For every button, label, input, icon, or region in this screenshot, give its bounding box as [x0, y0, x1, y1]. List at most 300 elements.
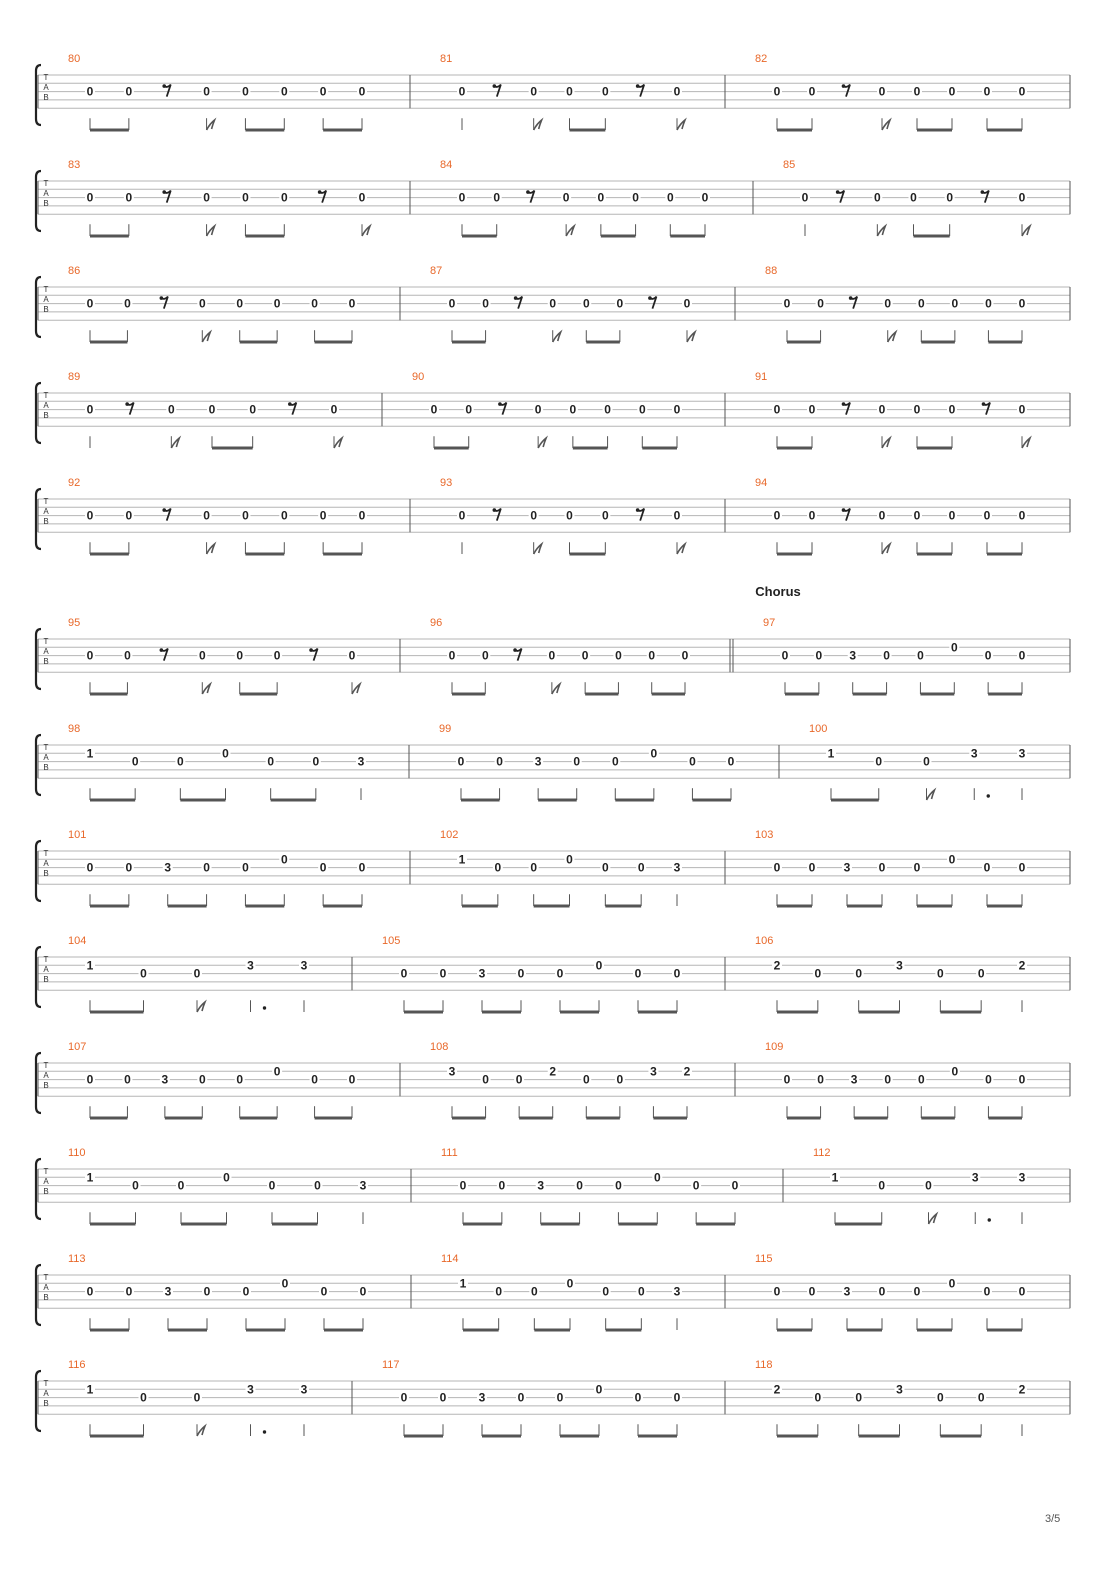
tab-clef-letter: A: [43, 295, 49, 304]
tab-clef-letter: T: [43, 849, 49, 858]
fret-number: 3: [534, 754, 542, 769]
measure-number: 86: [68, 265, 81, 277]
fret-number: 0: [615, 648, 622, 663]
fret-number: 0: [281, 1276, 289, 1291]
tab-clef-letter: T: [43, 285, 49, 294]
fret-number: 0: [439, 966, 447, 981]
fret-number: 0: [878, 84, 886, 99]
eighth-flag: [1022, 226, 1030, 236]
measure-number: 116: [68, 1359, 86, 1371]
dot: [988, 1218, 991, 1221]
fret-number: 3: [247, 1382, 254, 1397]
measure-number: 87: [430, 265, 443, 277]
fret-number: 0: [86, 190, 94, 205]
fret-number: 0: [913, 508, 921, 523]
fret-number: 0: [242, 190, 249, 205]
fret-number: 0: [582, 296, 590, 311]
tab-system: [36, 935, 1070, 1012]
tab-clef-letter: T: [43, 73, 49, 82]
measure-number: 110: [68, 1147, 86, 1159]
fret-number: 0: [242, 508, 249, 523]
fret-number: 0: [517, 966, 525, 981]
fret-number: 3: [650, 1064, 657, 1079]
tab-clef-letter: A: [43, 83, 49, 92]
fret-number: 0: [273, 1064, 281, 1079]
tab-clef-letter: B: [43, 975, 49, 984]
eighth-rest-dot: [981, 190, 985, 194]
fret-number: 0: [601, 84, 609, 99]
fret-number: 0: [673, 966, 681, 981]
tab-system: [36, 829, 1070, 906]
fret-number: 0: [280, 508, 288, 523]
fret-number: 0: [177, 1178, 185, 1193]
fret-number: 0: [1018, 1072, 1026, 1087]
eighth-flag: [888, 332, 896, 342]
fret-number: 0: [634, 966, 642, 981]
fret-number: 0: [198, 296, 206, 311]
measure-number: 115: [755, 1253, 773, 1265]
fret-number: 0: [1018, 860, 1026, 875]
eighth-flag: [566, 226, 574, 236]
eighth-rest-dot: [162, 190, 166, 194]
fret-number: 0: [548, 648, 556, 663]
fret-number: 0: [86, 508, 94, 523]
eighth-flag: [929, 1214, 937, 1224]
measure-number: 82: [755, 53, 768, 65]
fret-number: 0: [985, 1072, 992, 1087]
fret-number: 0: [358, 84, 366, 99]
fret-number: 1: [831, 1170, 839, 1185]
fret-number: 3: [161, 1072, 169, 1087]
fret-number: 0: [983, 508, 991, 523]
fret-number: 0: [884, 1072, 892, 1087]
fret-number: 3: [247, 958, 254, 973]
measure-number: 83: [68, 159, 81, 171]
fret-number: 0: [193, 966, 201, 981]
fret-number: 0: [948, 402, 956, 417]
fret-number: 0: [358, 508, 366, 523]
tab-clef-letter: T: [43, 497, 49, 506]
fret-number: 0: [948, 852, 956, 867]
fret-number: 0: [984, 648, 992, 663]
measure-number: 91: [755, 371, 768, 383]
measure-number: 101: [68, 829, 87, 841]
fret-number: 0: [783, 296, 791, 311]
fret-number: 0: [673, 84, 681, 99]
fret-number: 0: [783, 1072, 791, 1087]
measure-number: 111: [441, 1147, 458, 1159]
fret-number: 3: [896, 958, 903, 973]
fret-number: 3: [359, 1178, 367, 1193]
fret-number: 0: [562, 190, 570, 205]
fret-number: 0: [637, 860, 645, 875]
fret-number: 3: [164, 1284, 172, 1299]
fret-number: 0: [312, 754, 320, 769]
fret-number: 0: [1018, 508, 1026, 523]
fret-number: 0: [494, 860, 502, 875]
fret-number: 0: [878, 1178, 886, 1193]
eighth-flag: [677, 120, 685, 130]
fret-number: 0: [773, 860, 781, 875]
fret-number: 0: [566, 508, 573, 523]
fret-number: 0: [140, 1390, 147, 1405]
fret-number: 0: [946, 190, 954, 205]
fret-number: 2: [1018, 1382, 1026, 1397]
fret-number: 0: [673, 508, 681, 523]
fret-number: 0: [530, 508, 538, 523]
fret-number: 0: [653, 1170, 661, 1185]
fret-number: 0: [125, 190, 133, 205]
tab-clef-letter: T: [43, 1167, 49, 1176]
eighth-flag: [334, 438, 342, 448]
eighth-flag: [882, 120, 890, 130]
fret-number: 0: [348, 1072, 356, 1087]
eighth-flag: [882, 438, 890, 448]
tab-clef-letter: B: [43, 411, 49, 420]
fret-number: 0: [273, 296, 281, 311]
tab-clef-letter: A: [43, 647, 49, 656]
tab-clef-letter: B: [43, 199, 49, 208]
eighth-flag: [207, 544, 215, 554]
dot: [263, 1006, 266, 1009]
fret-number: 0: [808, 402, 816, 417]
measure-number: 105: [382, 935, 401, 947]
fret-number: 0: [86, 860, 94, 875]
fret-number: 1: [86, 1170, 94, 1185]
measure-number: 114: [441, 1253, 459, 1265]
fret-number: 1: [86, 958, 94, 973]
tab-system: [36, 371, 1070, 448]
fret-number: 0: [817, 1072, 824, 1087]
fret-number: 0: [280, 84, 288, 99]
fret-number: 0: [86, 1072, 94, 1087]
measure-number: 103: [755, 829, 774, 841]
fret-number: 0: [223, 1170, 230, 1185]
tab-clef-letter: B: [43, 657, 49, 666]
fret-number: 0: [458, 508, 466, 523]
fret-number: 0: [1018, 84, 1026, 99]
fret-number: 0: [193, 1390, 201, 1405]
fret-number: 0: [400, 966, 408, 981]
tab-clef-letter: B: [43, 93, 49, 102]
fret-number: 0: [534, 402, 542, 417]
fret-number: 0: [985, 296, 992, 311]
fret-number: 0: [913, 84, 921, 99]
eighth-flag: [553, 332, 561, 342]
eighth-rest-dot: [842, 402, 846, 406]
tab-clef-letter: A: [43, 1389, 49, 1398]
fret-number: 0: [638, 402, 646, 417]
eighth-rest-dot: [160, 296, 164, 300]
fret-number: 0: [808, 84, 816, 99]
eighth-flag: [552, 684, 560, 694]
fret-number: 0: [773, 402, 781, 417]
fret-number: 0: [125, 860, 133, 875]
fret-number: 0: [132, 1178, 139, 1193]
tab-clef-letter: B: [43, 517, 49, 526]
fret-number: 0: [878, 860, 886, 875]
fret-number: 0: [773, 508, 781, 523]
fret-number: 0: [566, 84, 573, 99]
eighth-rest-dot: [513, 648, 517, 652]
measure-number: 80: [68, 53, 81, 65]
fret-number: 0: [801, 190, 809, 205]
fret-number: 0: [515, 1072, 523, 1087]
measure-number: 99: [439, 723, 452, 735]
fret-number: 0: [701, 190, 709, 205]
fret-number: 0: [124, 1072, 131, 1087]
fret-number: 0: [948, 1276, 956, 1291]
fret-number: 0: [556, 966, 564, 981]
section-label: Chorus: [755, 584, 801, 599]
measure-number: 95: [68, 617, 81, 629]
fret-number: 0: [314, 1178, 321, 1193]
fret-number: 0: [465, 402, 473, 417]
tab-system: [36, 1253, 1070, 1330]
tab-clef-letter: T: [43, 955, 49, 964]
fret-number: 0: [319, 508, 327, 523]
tab-clef-letter: T: [43, 1061, 49, 1070]
fret-number: 1: [458, 852, 466, 867]
fret-number: 0: [198, 1072, 206, 1087]
tab-clef-letter: B: [43, 1187, 49, 1196]
dot: [263, 1430, 266, 1433]
measure-number: 89: [68, 371, 81, 383]
fret-number: 3: [850, 1072, 858, 1087]
fret-number: 0: [222, 746, 229, 761]
fret-number: 0: [913, 860, 921, 875]
fret-number: 0: [692, 1178, 700, 1193]
fret-number: 0: [878, 1284, 886, 1299]
fret-number: 3: [478, 966, 486, 981]
fret-number: 0: [203, 860, 210, 875]
fret-number: 0: [873, 190, 881, 205]
tab-clef-letter: B: [43, 1081, 49, 1090]
measure-number: 117: [382, 1359, 400, 1371]
fret-number: 0: [773, 84, 781, 99]
fret-number: 0: [236, 296, 244, 311]
fret-number: 0: [448, 296, 456, 311]
fret-number: 0: [459, 1178, 467, 1193]
fret-number: 0: [814, 1390, 822, 1405]
tab-clef-letter: B: [43, 1399, 49, 1408]
fret-number: 3: [843, 1284, 851, 1299]
measure-number: 106: [755, 935, 774, 947]
page-number: 3/5: [1045, 1513, 1061, 1525]
fret-number: 0: [983, 1284, 991, 1299]
eighth-flag: [207, 226, 215, 236]
measure-number: 118: [755, 1359, 773, 1371]
eighth-flag: [927, 790, 935, 800]
tab-clef-letter: A: [43, 189, 49, 198]
fret-number: 0: [601, 860, 609, 875]
eighth-rest-dot: [648, 296, 652, 300]
fret-number: 3: [843, 860, 851, 875]
fret-number: 0: [493, 190, 501, 205]
fret-number: 0: [913, 1284, 921, 1299]
fret-number: 0: [86, 296, 94, 311]
eighth-rest-dot: [842, 508, 846, 512]
fret-number: 0: [242, 84, 249, 99]
fret-number: 0: [683, 296, 691, 311]
fret-number: 0: [1018, 296, 1026, 311]
fret-number: 2: [1018, 958, 1026, 973]
fret-number: 0: [208, 402, 216, 417]
eighth-flag: [202, 684, 210, 694]
eighth-rest-dot: [493, 508, 497, 512]
fret-number: 0: [611, 754, 619, 769]
fret-number: 0: [267, 754, 275, 769]
tab-clef-letter: T: [43, 179, 49, 188]
fret-number: 0: [604, 402, 611, 417]
fret-number: 0: [602, 1284, 610, 1299]
eighth-rest-dot: [318, 190, 322, 194]
eighth-flag: [171, 438, 179, 448]
fret-number: 0: [242, 1284, 250, 1299]
fret-number: 0: [125, 84, 133, 99]
fret-number: 0: [923, 754, 930, 769]
fret-number: 0: [983, 860, 991, 875]
fret-number: 0: [917, 296, 925, 311]
eighth-flag: [538, 438, 546, 448]
fret-number: 0: [950, 640, 958, 655]
fret-number: 0: [951, 1064, 959, 1079]
fret-number: 0: [925, 1178, 932, 1193]
tab-system: [36, 159, 1070, 236]
tab-clef-letter: A: [43, 1071, 49, 1080]
fret-number: 0: [330, 402, 338, 417]
tab-clef-letter: T: [43, 1273, 49, 1282]
fret-number: 0: [878, 402, 886, 417]
fret-number: 0: [781, 648, 789, 663]
tab-system: [36, 1041, 1070, 1118]
fret-number: 0: [530, 1284, 538, 1299]
fret-number: 3: [849, 648, 857, 663]
fret-number: 0: [936, 966, 944, 981]
fret-number: 0: [616, 1072, 624, 1087]
fret-number: 0: [236, 648, 244, 663]
eighth-rest-dot: [636, 84, 640, 88]
fret-number: 0: [913, 402, 921, 417]
fret-number: 0: [977, 1390, 985, 1405]
eighth-rest-dot: [636, 508, 640, 512]
fret-number: 0: [1018, 648, 1026, 663]
measure-number: 94: [755, 477, 768, 489]
tab-clef-letter: A: [43, 753, 49, 762]
fret-number: 3: [1018, 1170, 1026, 1185]
fret-number: 0: [573, 754, 581, 769]
fret-number: 0: [917, 1072, 925, 1087]
fret-number: 0: [566, 852, 573, 867]
fret-number: 0: [673, 1390, 681, 1405]
fret-number: 0: [458, 84, 466, 99]
eighth-flag: [877, 226, 885, 236]
fret-number: 3: [537, 1178, 545, 1193]
fret-number: 3: [673, 1284, 681, 1299]
eighth-rest-dot: [842, 84, 846, 88]
fret-number: 0: [124, 648, 131, 663]
fret-number: 0: [124, 296, 131, 311]
fret-number: 0: [125, 508, 133, 523]
measure-number: 112: [813, 1147, 831, 1159]
fret-number: 0: [615, 1178, 622, 1193]
fret-number: 0: [566, 1276, 574, 1291]
fret-number: 0: [249, 402, 257, 417]
fret-number: 0: [689, 754, 696, 769]
fret-number: 0: [817, 296, 824, 311]
fret-number: 0: [86, 1284, 94, 1299]
eighth-rest-dot: [160, 648, 164, 652]
fret-number: 0: [855, 966, 863, 981]
tab-clef-letter: T: [43, 637, 49, 646]
fret-number: 0: [878, 508, 886, 523]
measure-number: 85: [783, 159, 796, 171]
fret-number: 0: [430, 402, 438, 417]
tab-clef-letter: B: [43, 869, 49, 878]
fret-number: 1: [86, 746, 94, 761]
fret-number: 0: [595, 1382, 603, 1397]
fret-number: 3: [478, 1390, 486, 1405]
fret-number: 0: [731, 1178, 739, 1193]
fret-number: 0: [808, 860, 816, 875]
fret-number: 0: [616, 296, 624, 311]
fret-number: 0: [319, 860, 327, 875]
measure-number: 98: [68, 723, 81, 735]
fret-number: 3: [300, 1382, 308, 1397]
eighth-rest-dot: [514, 296, 518, 300]
fret-number: 0: [125, 1284, 133, 1299]
fret-number: 0: [650, 746, 658, 761]
eighth-flag: [362, 226, 370, 236]
tab-system: [36, 477, 1070, 554]
fret-number: 3: [1018, 746, 1026, 761]
measure-number: 92: [68, 477, 81, 489]
measure-number: 93: [440, 477, 453, 489]
fret-number: 0: [1018, 1284, 1026, 1299]
tab-system: [36, 584, 1070, 694]
tab-clef-letter: B: [43, 1293, 49, 1302]
eighth-rest-dot: [849, 296, 853, 300]
fret-number: 3: [971, 1170, 979, 1185]
tab-clef-letter: A: [43, 1177, 49, 1186]
fret-number: 0: [481, 648, 489, 663]
fret-number: 0: [569, 402, 577, 417]
fret-number: 2: [773, 958, 781, 973]
fret-number: 0: [936, 1390, 944, 1405]
measure-number: 97: [763, 617, 776, 629]
measure-number: 88: [765, 265, 778, 277]
dot: [987, 794, 990, 797]
fret-number: 0: [530, 84, 538, 99]
fret-number: 0: [311, 296, 318, 311]
fret-number: 0: [576, 1178, 583, 1193]
fret-number: 0: [556, 1390, 564, 1405]
fret-number: 0: [348, 296, 356, 311]
tab-clef-letter: T: [43, 1379, 49, 1388]
eighth-flag: [197, 1426, 205, 1436]
fret-number: 0: [875, 754, 883, 769]
eighth-flag: [352, 684, 360, 694]
eighth-rest-dot: [526, 190, 530, 194]
fret-number: 0: [319, 84, 327, 99]
tab-system: [36, 53, 1070, 130]
fret-number: 0: [815, 648, 823, 663]
fret-number: 0: [883, 648, 890, 663]
fret-number: 0: [808, 508, 816, 523]
fret-number: 1: [827, 746, 835, 761]
fret-number: 0: [917, 648, 924, 663]
tab-clef-letter: B: [43, 305, 49, 314]
